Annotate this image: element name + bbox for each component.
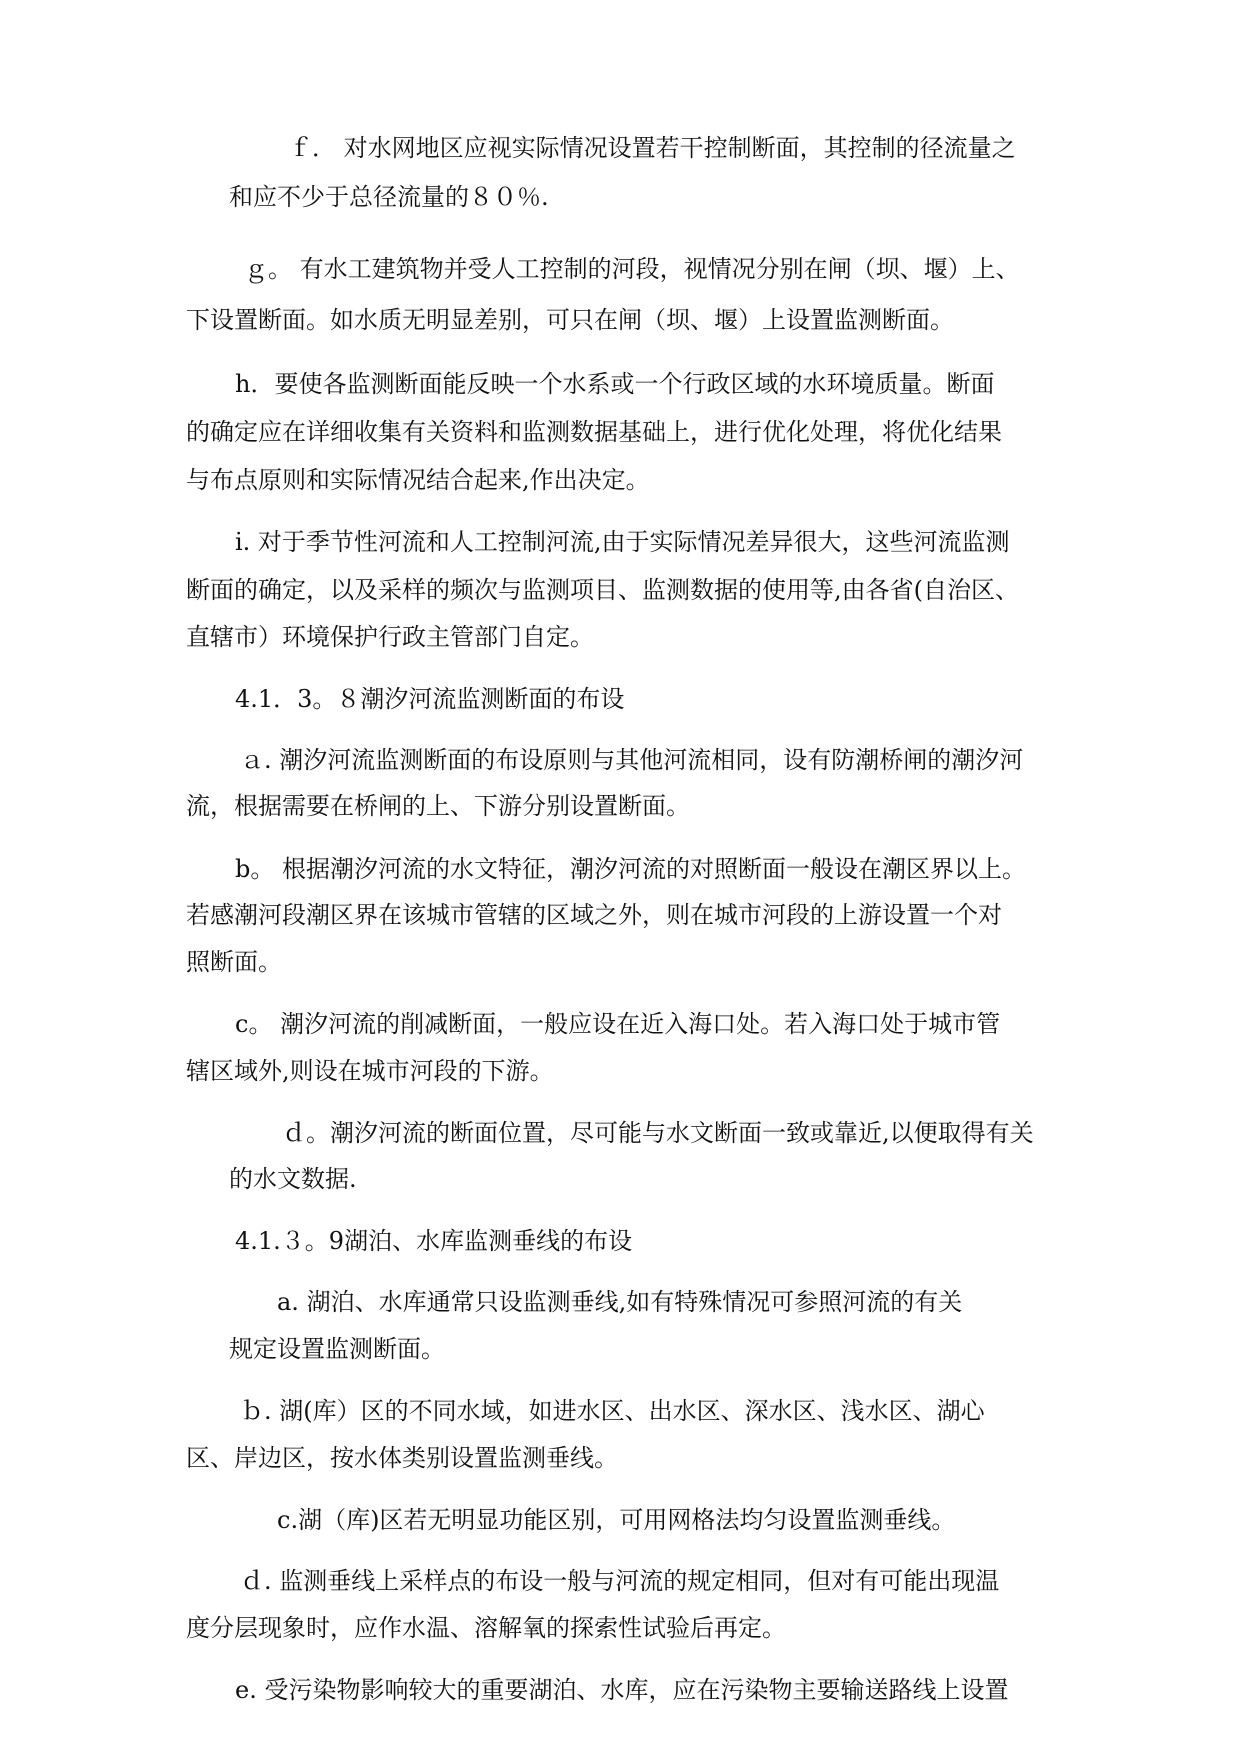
text-line: 直辖市）环境保护行政主管部门自定。: [186, 623, 594, 651]
text-line: c。 潮汐河流的削减断面，一般应设在近入海口处。若入海口处于城市管: [235, 1010, 1001, 1038]
text-line: 断面的确定，以及采样的频次与监测项目、监测数据的使用等,由各省(自治区、: [186, 576, 1019, 604]
text-line: 若感潮河段潮区界在该城市管辖的区域之外，则在城市河段的上游设置一个对: [186, 901, 1002, 929]
section-heading: 4.1.３。9湖泊、水库监测垂线的布设: [235, 1227, 633, 1255]
text-line: 辖区域外,则设在城市河段的下游。: [186, 1057, 554, 1085]
text-line: a. 湖泊、水库通常只设监测垂线,如有特殊情况可参照河流的有关: [277, 1288, 963, 1316]
text-line: h．要使各监测断面能反映一个水系或一个行政区域的水环境质量。断面: [235, 370, 995, 398]
text-line: ｄ. 监测垂线上采样点的布设一般与河流的规定相同，但对有可能出现温: [240, 1567, 1000, 1595]
text-line: e. 受污染物影响较大的重要湖泊、水库，应在污染物主要输送路线上设置: [235, 1676, 1009, 1704]
text-line: ｇ。 有水工建筑物并受人工控制的河段，视情况分别在闸（坝、堰）上、: [244, 255, 1020, 283]
text-line: i. 对于季节性河流和人工控制河流,由于实际情况差异很大，这些河流监测: [235, 528, 1010, 556]
text-line: 照断面。: [186, 948, 282, 976]
text-line: b。 根据潮汐河流的水文特征，潮汐河流的对照断面一般设在潮区界以上。: [235, 855, 1026, 883]
text-line: 和应不少于总径流量的８０％.: [229, 183, 549, 211]
text-line: 的水文数据.: [229, 1165, 357, 1193]
text-line: 规定设置监测断面。: [229, 1335, 445, 1363]
section-heading: 4.1．3。８潮汐河流监测断面的布设: [235, 685, 625, 713]
text-line: 的确定应在详细收集有关资料和监测数据基础上，进行优化处理，将优化结果: [186, 418, 1002, 446]
text-line: ａ. 潮汐河流监测断面的布设原则与其他河流相同，设有防潮桥闸的潮汐河: [240, 746, 1024, 774]
text-line: ｂ. 湖(库）区的不同水域，如进水区、出水区、深水区、浅水区、湖心: [240, 1397, 985, 1425]
text-line: 流，根据需要在桥闸的上、下游分别设置断面。: [186, 792, 690, 820]
text-line: 区、岸边区，按水体类别设置监测垂线。: [186, 1444, 618, 1472]
text-line: 下设置断面。如水质无明显差别，可只在闸（坝、堰）上设置监测断面。: [186, 306, 954, 334]
text-line: 度分层现象时，应作水温、溶解氧的探索性试验后再定。: [186, 1614, 786, 1642]
text-line: 与布点原则和实际情况结合起来,作出决定。: [186, 466, 650, 494]
text-line: ｆ． 对水网地区应视实际情况设置若干控制断面，其控制的径流量之: [288, 134, 1016, 162]
text-line: c.湖（库)区若无明显功能区别，可用网格法均匀设置监测垂线。: [277, 1506, 956, 1534]
text-line: ｄ。潮汐河流的断面位置，尽可能与水文断面一致或靠近,以便取得有关: [282, 1119, 1034, 1147]
